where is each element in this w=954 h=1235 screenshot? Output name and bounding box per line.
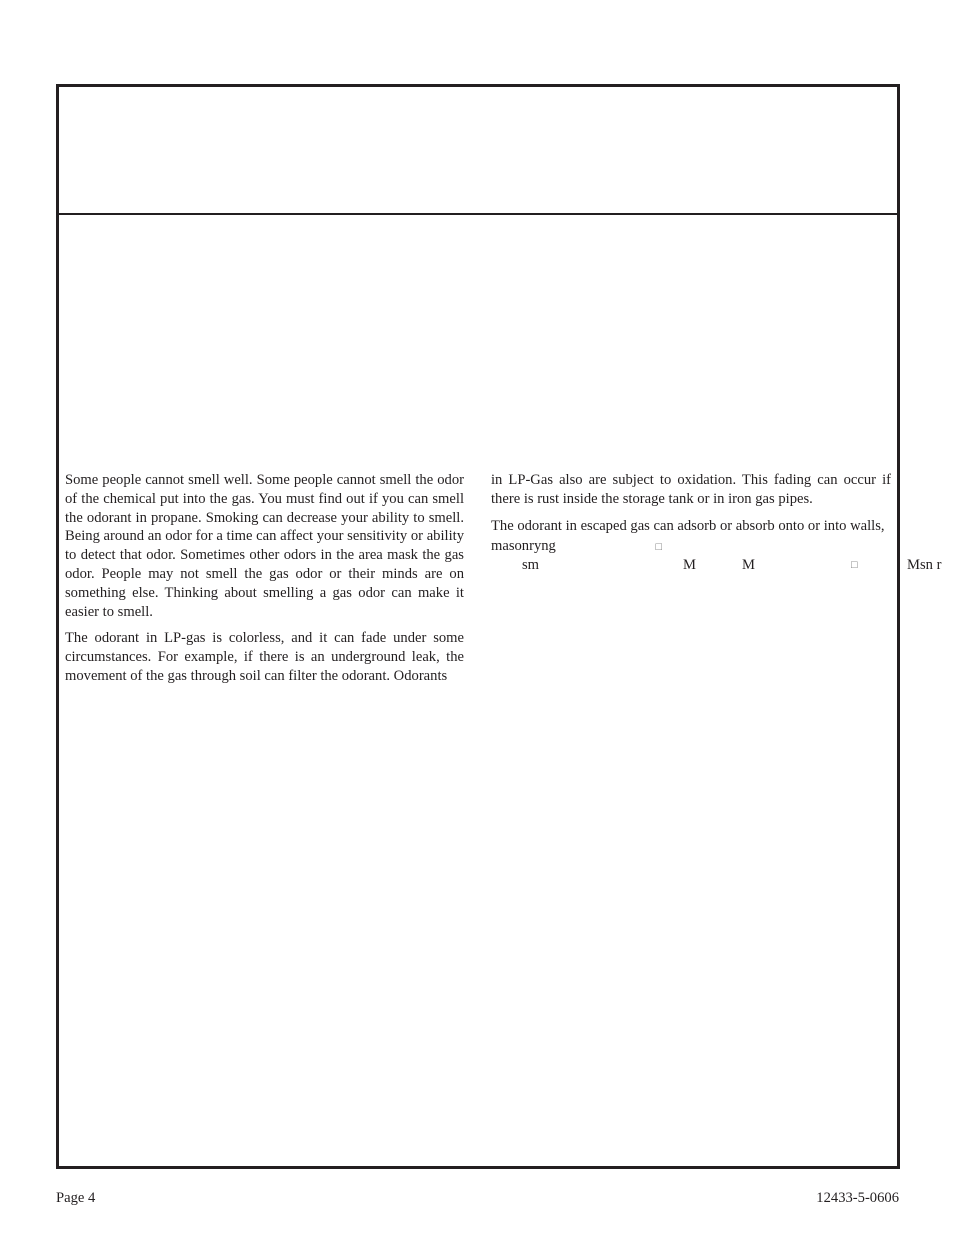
left-paragraph-1: Some people cannot smell well. Some people cannot smell the odor of the chemical put into the gas. You must find out if you can smell the odorant in propane. Smoking can decrease your ability to smell. Being around an odor for a time can affect your sensitivity or ability to detect that odor. Sometimes other odors in the area mask the gas odor. People may not smell the gas odor or their minds are on something else. Thinking about smelling a gas odor can make it easier to smell. <box>65 472 464 620</box>
right-column <box>491 471 891 543</box>
page-number: Page 4 <box>56 1190 96 1206</box>
document-number: 12433-5-0606 <box>816 1190 899 1206</box>
garbled-fragment: Msn r <box>907 557 942 573</box>
garbled-fragment: M <box>683 557 696 573</box>
right-paragraph-2: The odorant in escaped gas can adsorb or absorb onto or into walls, <box>491 517 885 534</box>
missing-glyph-icon: □ <box>851 559 858 571</box>
right-paragraph-1: in LP-Gas also are subject to oxidation. This fading can occur if there is rust inside the storage tank or in iron gas pipes. <box>491 472 891 507</box>
garbled-fragment: M <box>742 557 755 573</box>
left-paragraph-2: The odorant in LP-gas is colorless, and it can fade under some circumstances. For example, if there is an underground leak, the movement of the gas through soil can filter the odorant. Odorants <box>65 630 464 684</box>
warning-frame <box>56 84 900 1169</box>
warning-header-band <box>59 87 897 215</box>
garbled-fragment: sm <box>522 557 540 573</box>
missing-glyph-icon: □ <box>655 541 663 553</box>
garbled-fragment: masonryng <box>491 538 556 554</box>
garbled-text-line-1 <box>491 537 662 557</box>
left-column <box>65 471 464 694</box>
